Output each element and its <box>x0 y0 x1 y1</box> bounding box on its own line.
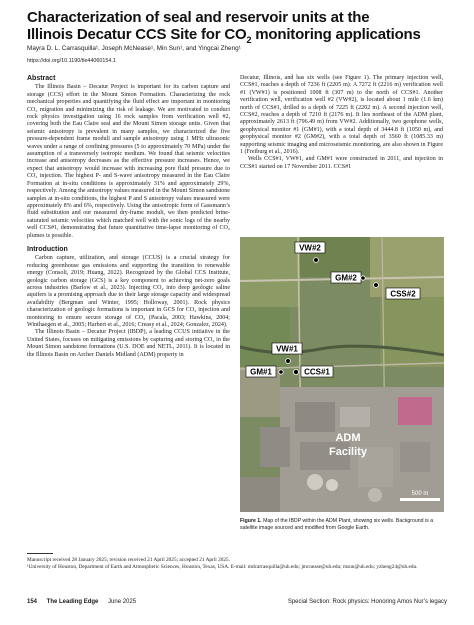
right-column <box>240 75 443 171</box>
title-line-2: Illinois Decatur CCS Site for $CO_2$ monitoring applications <box>27 26 421 45</box>
figure-caption: Figure 1. Map of the IBDP within the ADM Plant, showing six wells. Background is a satellite image sourced and modified from Google Earth. <box>240 518 434 531</box>
right-paragraph-1: Decatur, Illinois, and has six wells (see Figure 1). The primary injection well, CCS#1, reaches a depth of 7236 ft (2205 m). A 7272 ft (2216 m) verification well #1 (VW#1) is positioned 1008 ft (307 m) to the north of CCS#1. Another verification well, verification well #2 (VW#2), is located about 1 mile (1.6 km) north of CCS#1, drilled to a depth of 7225 ft (2202 m). A second injection well, CCS#2, reaches a depth of 7210 ft (2176 m). It lies northeast of the ADM plant, approximately 2613 ft (796.49 m) from VW#2. Additionally, two geophone wells, geophysical monitor #1 (GM#1), with a total depth of 3444.8 ft (1050 m), and geophysical monitor #2 (GM#2), with a total depth of 3560 ft (1085.33 m) supporting seismic imaging and microseismic monitoring, are also shown in Figure 1 (Freiburg et al., 2016). <box>240 75 443 156</box>
issue-month: June 2025 <box>108 599 137 605</box>
left-column <box>27 75 230 359</box>
special-section: Special Section: Rock physics: Honoring Amos Nur’s legacy <box>287 599 447 605</box>
intro-paragraph-1: Carbon capture, utilization, and storage (CCUS) is a crucial strategy for reducing greenhouse gas emissions and supporting the transition to renewable energy (Consoli, 2019; Huang, 2022). Recognized by the Global CCS Institute, geologic carbon storage (GCS) is a key component to achieving net-zero goals across industries (Barlow et al., 2023). Injecting CO₂ into deep geologic saline aquifers is a promising approach due to their large storage capacity and widespread availability (Bergman and Winter, 1995; Holloway, 2001). Rock physics characterization of geologic formations is important in GCS for CO₂ injection and monitoring to ensure secure storage of CO₂ (Pacala, 2003; Hawkins, 2004; Winthaegen et al., 2005; Harbert et al., 2016; Creasy et al., 2024; Gonzalez, 2024). <box>27 255 230 328</box>
intro-paragraph-2: The Illinois Basin – Decatur Project (IBDP), a leading CCUS initiative in the United States, focuses on mitigating emissions by capturing and storing CO₂ in the Mount Simon sandstone formations (U.S. DOE and NETL, 2011). It is located in the Illinois Basin on Archer Daniels Midland (ADM) property in <box>27 329 230 358</box>
satellite-map <box>240 237 444 512</box>
area-label-facility: Facility <box>329 446 367 458</box>
page-footer <box>27 599 447 605</box>
page-number: 154 <box>27 599 38 605</box>
introduction-heading: Introduction <box>27 245 68 253</box>
journal-name: The Leading Edge <box>46 599 99 605</box>
footnote-rule <box>27 553 53 554</box>
area-label-adm: ADM <box>335 432 361 444</box>
svg-text:VW#1: VW#1 <box>276 344 298 354</box>
abstract-text: The Illinois Basin – Decatur Project is important for its carbon capture and storage (CCS) effort in the Mount Simon Formation. Characterizing the rock mechanical properties and quantifying the fluid effect are important in monitoring CO₂ migration and minimizing the risk of leakage. We are motivated to conduct rock physics investigation using 16 rock samples from verification well #2, covering both the Eau Claire seal and the Mount Simon storage units. Given that seismic anisotropy is prevalent in many samples, we characterized the five pressure-dependent frame moduli and sample anisotropy using 1 MHz ultrasonic waves under a range of confining pressures (5 to approximately 70 MPa) under the assumption of a transversely isotropic medium. We found that seismic velocities increase and anisotropy decreases as the effective pressure increases. Hence, we expect that anisotropy would increase with increasing pore fluid pressure due to CO₂ injection. The highest P- and S-wave anisotropy measured in the Eau Claire Formation at in-situ conditions is approximately 31% and approximately 29%, respectively. Among the anisotropy values measured in the Mount Simon sandstone samples at in-situ conditions, the highest P and S anisotropy values measured were approximately 8% and 6%, respectively. Using the anisotropic form of Gassmann’s fluid substitution and our measured dry-frame moduli, we then predicted brine-saturated seismic velocities which matched well with the sonic logs of the nearby well CCS#1, demonstrating that future quantitative time-lapse monitoring of CO₂ plumes is possible. <box>27 84 230 239</box>
footnotes <box>27 557 447 570</box>
abstract-heading: Abstract <box>27 75 56 82</box>
site-map-figure <box>240 237 444 512</box>
footnote-received: Manuscript received 28 January 2025; revision received 21 April 2025; accepted 21 April 2025. <box>27 557 230 563</box>
footnote-affiliation: ¹University of Houston, Department of Earth and Atmospheric Sciences, Houston, Texas, USA. E-mail: mdcarrasquilla@uh.edu; jmcnease@uh.edu; msun@uh.edu; yzheng24@uh.edu. <box>27 563 418 570</box>
svg-text:500 m: 500 m <box>411 491 429 497</box>
svg-text:CCS#1: CCS#1 <box>304 367 330 377</box>
doi-link[interactable]: https://doi.org/10.1190/tle44060154.1 <box>27 58 116 64</box>
svg-text:VW#2: VW#2 <box>299 243 321 253</box>
right-paragraph-2: Wells CCS#1, VW#1, and GM#1 were constructed in 2011, and injection in CCS#1 started on 17 November 2011. CCS#1 <box>240 156 443 170</box>
title-line-1: Characterization of seal and reservoir units at the <box>27 9 370 26</box>
article-title <box>27 9 457 49</box>
author-list: Mayra D. L. Carrasquilla¹, Joseph McNease¹, Min Sun¹, and Yingcai Zheng¹ <box>27 45 241 52</box>
svg-text:CSS#2: CSS#2 <box>390 289 416 299</box>
svg-text:GM#2: GM#2 <box>335 273 357 283</box>
svg-text:GM#1: GM#1 <box>250 367 272 377</box>
well-gm2 <box>331 272 365 283</box>
